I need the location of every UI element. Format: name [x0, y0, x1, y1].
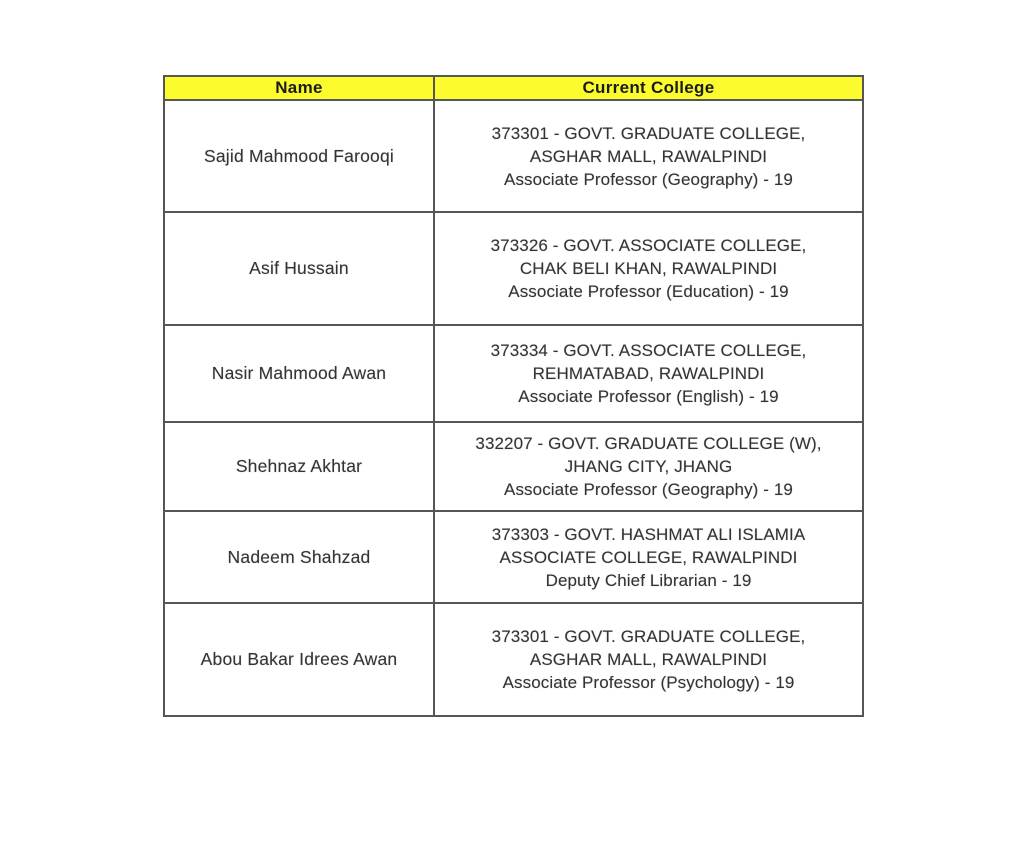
teacher-name-cell: Nadeem Shahzad [164, 511, 434, 603]
current-college-cell [434, 100, 863, 212]
teacher-name-cell: Sajid Mahmood Farooqi [164, 100, 434, 212]
college-line: JHANG CITY, JHANG [564, 457, 733, 476]
column-header-current-college: Current College [434, 76, 863, 100]
current-college-cell [434, 212, 863, 325]
table-header-row [164, 76, 863, 100]
teacher-name-cell: Shehnaz Akhtar [164, 422, 434, 511]
college-line: Associate Professor (English) - 19 [518, 387, 779, 406]
table-row [164, 325, 863, 422]
current-college-cell [434, 511, 863, 603]
college-line: ASSOCIATE COLLEGE, RAWALPINDI [499, 547, 798, 567]
table-row [164, 511, 863, 603]
college-line: 373301 - GOVT. GRADUATE COLLEGE, [491, 123, 806, 143]
table-body [164, 100, 863, 716]
table-row [164, 212, 863, 325]
teacher-name-cell: Abou Bakar Idrees Awan [164, 603, 434, 716]
college-line: 332207 - GOVT. GRADUATE COLLEGE (W), [475, 434, 822, 453]
college-line: 373301 - GOVT. GRADUATE COLLEGE, [491, 627, 806, 646]
teacher-name-cell: Nasir Mahmood Awan [164, 325, 434, 422]
current-college-cell [434, 603, 863, 716]
college-line: CHAK BELI KHAN, RAWALPINDI [519, 259, 778, 278]
teacher-name-cell: Asif Hussain [164, 212, 434, 325]
college-line: REHMATABAD, RAWALPINDI [532, 364, 765, 383]
college-line: Associate Professor (Education) - 19 [508, 282, 789, 301]
college-line: ASGHAR MALL, RAWALPINDI [529, 146, 768, 166]
table-row [164, 603, 863, 716]
column-header-name: Name [164, 76, 434, 100]
college-line: Deputy Chief Librarian - 19 [545, 570, 752, 590]
college-line: Associate Professor (Geography) - 19 [504, 480, 793, 499]
college-postings-table [163, 75, 864, 717]
college-line: Associate Professor (Psychology) - 19 [502, 673, 795, 692]
current-college-cell [434, 422, 863, 511]
college-line: 373326 - GOVT. ASSOCIATE COLLEGE, [490, 236, 807, 255]
college-line: 373334 - GOVT. ASSOCIATE COLLEGE, [490, 341, 807, 360]
college-line: 373303 - GOVT. HASHMAT ALI ISLAMIA [491, 524, 806, 544]
table-row [164, 100, 863, 212]
college-line: Associate Professor (Geography) - 19 [504, 169, 793, 189]
table-header [164, 76, 863, 100]
current-college-cell [434, 325, 863, 422]
college-line: ASGHAR MALL, RAWALPINDI [529, 650, 768, 669]
table-row [164, 422, 863, 511]
